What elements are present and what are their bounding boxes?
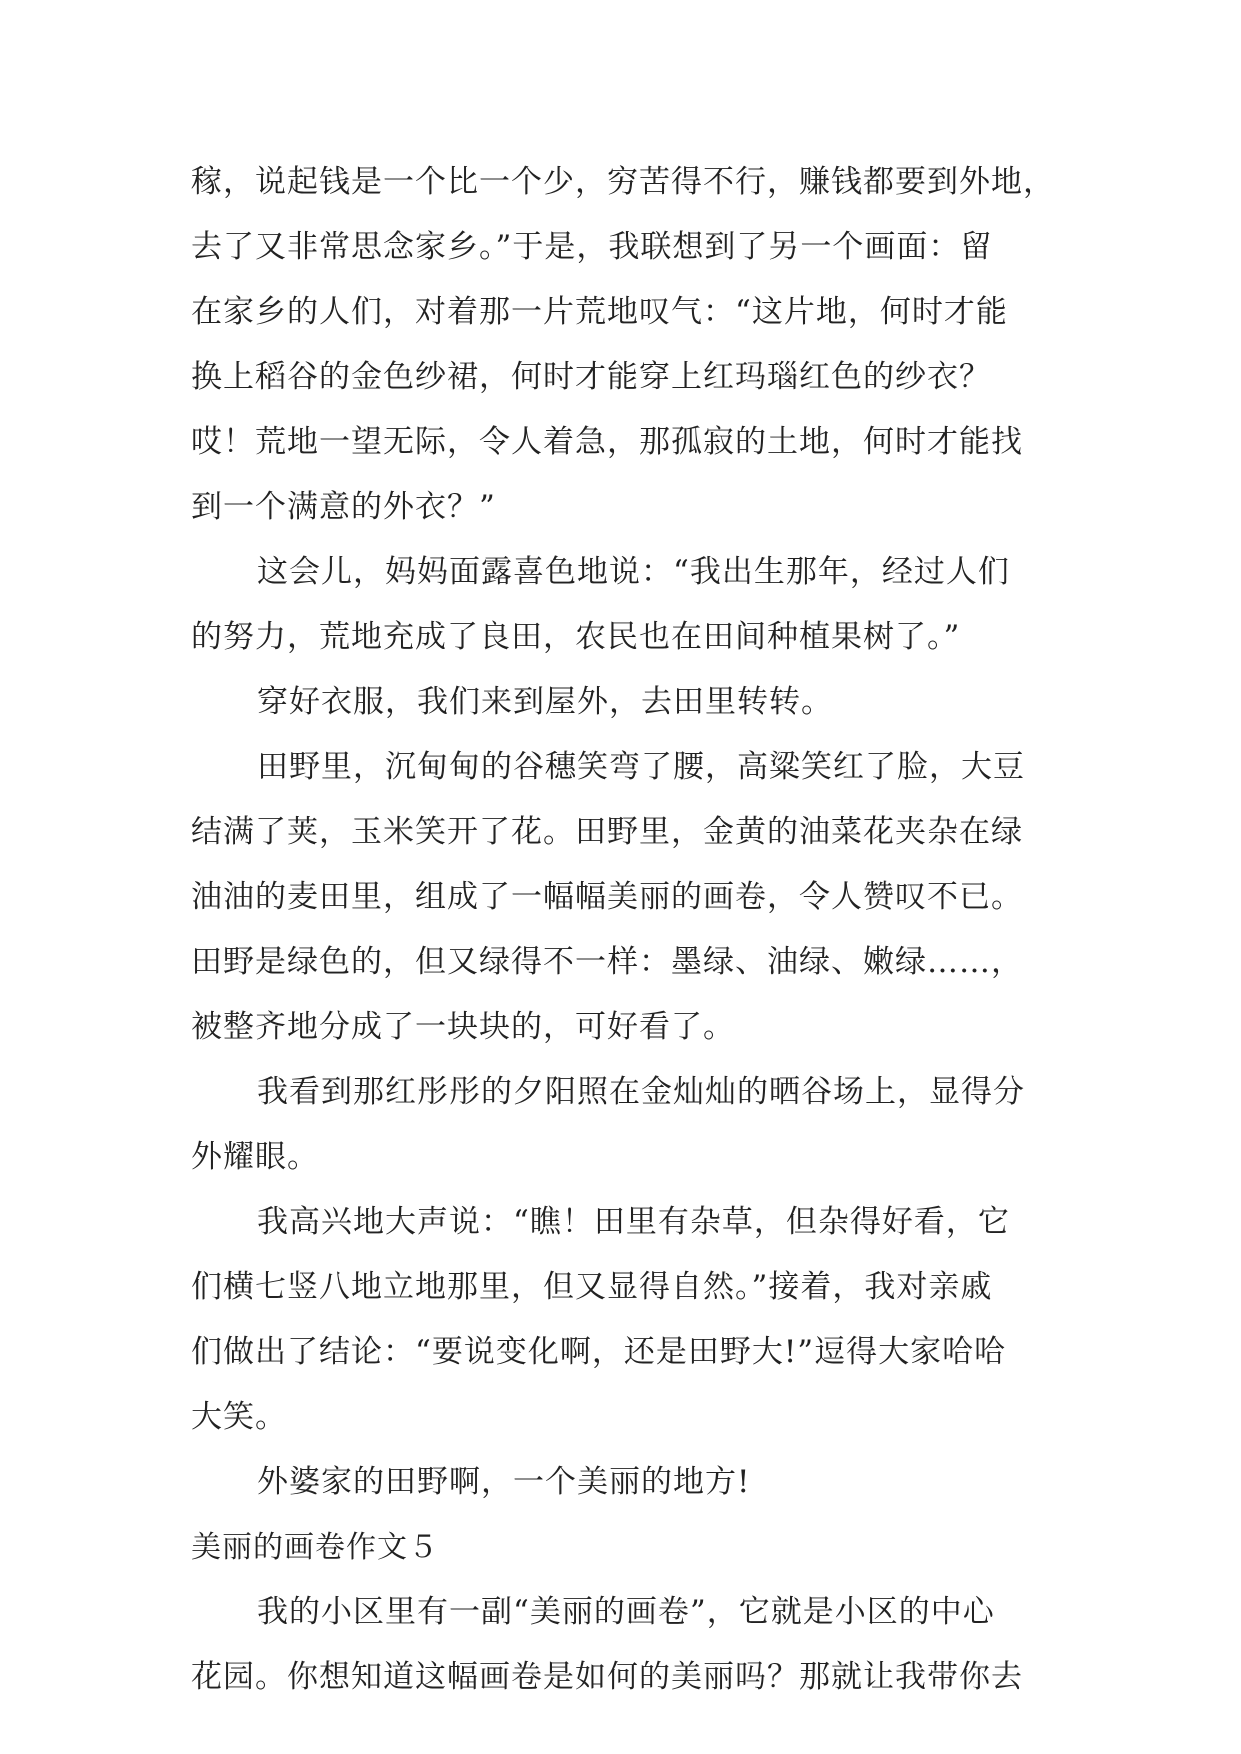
text-line: 被整齐地分成了一块块的，可好看了。 bbox=[191, 1009, 735, 1045]
text-line: 大笑。 bbox=[191, 1399, 287, 1435]
section-heading: 美丽的画卷作文５ bbox=[191, 1530, 439, 1565]
text-line: 我看到那红彤彤的夕阳照在金灿灿的晒谷场上，显得分 bbox=[257, 1074, 1025, 1110]
text-line: 我的小区里有一副“美丽的画卷”，它就是小区的中心 bbox=[257, 1594, 995, 1630]
text-line: 的努力，荒地充成了良田，农民也在田间种植果树了。” bbox=[191, 619, 961, 655]
text-line: 田野里，沉甸甸的谷穗笑弯了腰，高粱笑红了脸，大豆 bbox=[257, 749, 1025, 785]
text-line: 哎！荒地一望无际，令人着急，那孤寂的土地，何时才能找 bbox=[191, 424, 1023, 460]
text-line: 油油的麦田里，组成了一幅幅美丽的画卷，令人赞叹不已。 bbox=[191, 879, 1023, 915]
text-line: 花园。你想知道这幅画卷是如何的美丽吗？那就让我带你去 bbox=[191, 1659, 1023, 1695]
text-line: 外婆家的田野啊，一个美丽的地方! bbox=[257, 1464, 751, 1500]
text-line: 田野是绿色的，但又绿得不一样：墨绿、油绿、嫩绿……， bbox=[191, 944, 1023, 980]
text-line: 在家乡的人们，对着那一片荒地叹气：“这片地，何时才能 bbox=[191, 294, 1008, 330]
text-line: 结满了荚，玉米笑开了花。田野里，金黄的油菜花夹杂在绿 bbox=[191, 814, 1023, 850]
text-line: 稼，说起钱是一个比一个少，穷苦得不行，赚钱都要到外地， bbox=[191, 164, 1055, 200]
paragraph-block bbox=[191, 150, 1061, 1515]
text-line: 们横七竖八地立地那里，但又显得自然。”接着，我对亲戚 bbox=[191, 1269, 993, 1305]
text-line: 去了又非常思念家乡。”于是，我联想到了另一个画面：留 bbox=[191, 229, 993, 265]
paragraph-block bbox=[191, 1580, 1061, 1710]
document-page bbox=[191, 150, 1061, 1710]
text-line: 换上稻谷的金色纱裙，何时才能穿上红玛瑙红色的纱衣？ bbox=[191, 359, 991, 395]
text-line: 这会儿，妈妈面露喜色地说：“我出生那年，经过人们 bbox=[257, 554, 1010, 590]
text-line: 我高兴地大声说：“瞧！田里有杂草，但杂得好看，它 bbox=[257, 1204, 1010, 1240]
text-line: 外耀眼。 bbox=[191, 1139, 319, 1175]
text-line: 到一个满意的外衣？” bbox=[191, 489, 496, 525]
text-line: 穿好衣服，我们来到屋外，去田里转转。 bbox=[257, 684, 833, 720]
text-line: 们做出了结论：“要说变化啊，还是田野大!”逗得大家哈哈 bbox=[191, 1334, 1007, 1370]
